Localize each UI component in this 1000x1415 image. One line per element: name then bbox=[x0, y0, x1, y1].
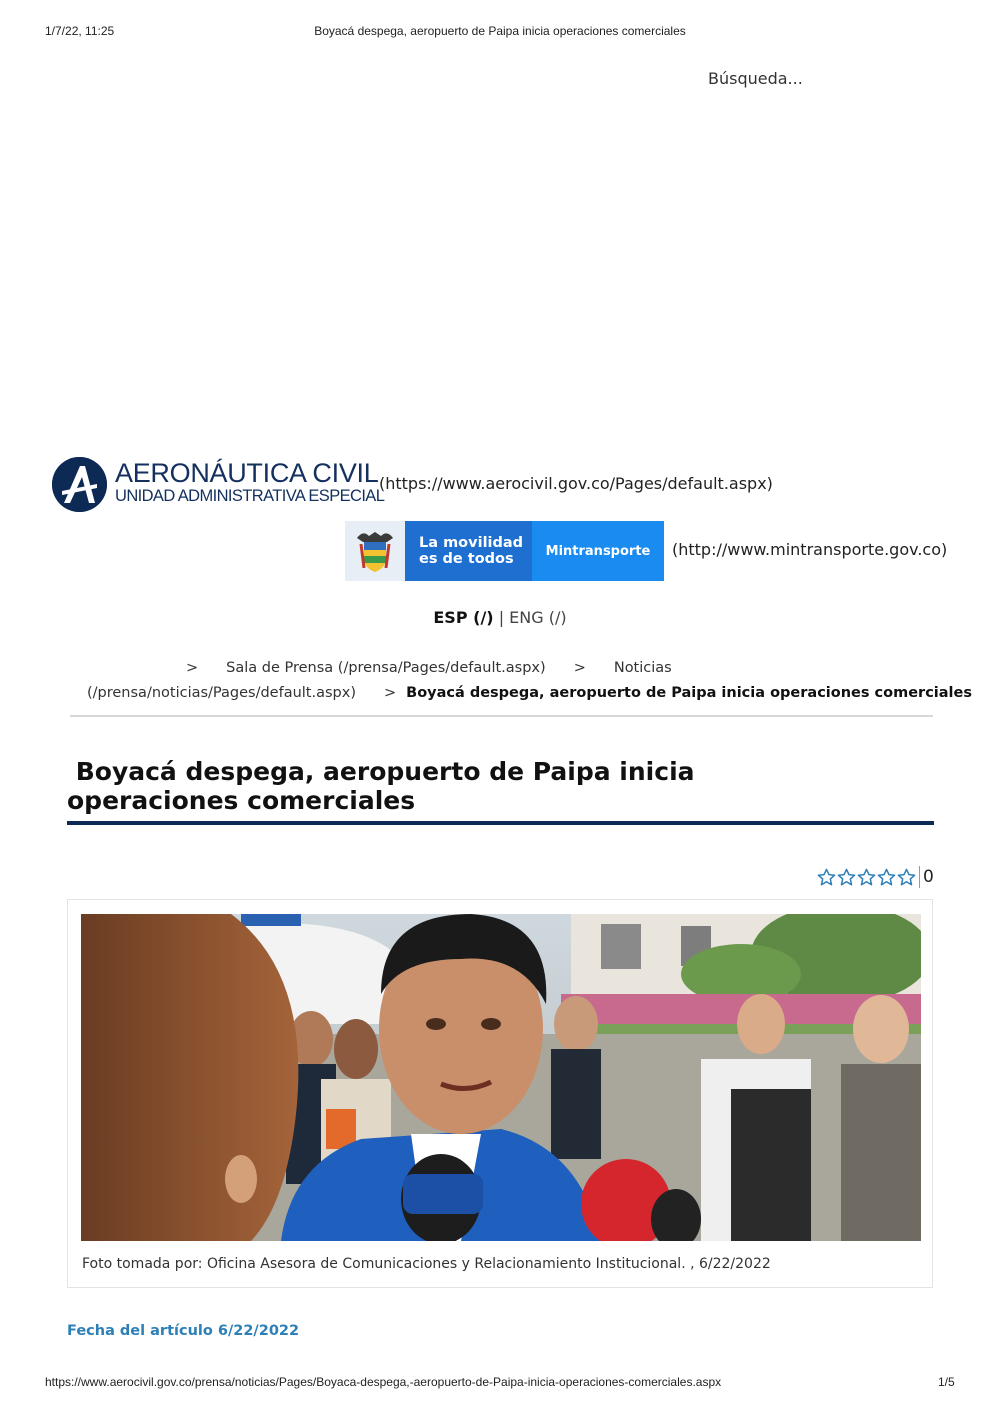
rating-star-4-icon[interactable] bbox=[877, 868, 896, 887]
breadcrumb-item-noticias[interactable]: Noticias bbox=[613, 660, 672, 676]
breadcrumb-item-sala-de-prensa[interactable]: Sala de Prensa (/prensa/Pages/default.aspx) bbox=[226, 660, 546, 676]
language-eng-link[interactable]: ENG (/) bbox=[509, 608, 567, 627]
breadcrumb-separator: > bbox=[186, 660, 199, 676]
print-page-title: Boyacá despega, aeropuerto de Paipa inicia operaciones comerciales bbox=[314, 24, 686, 38]
search-link[interactable]: Búsqueda... bbox=[708, 69, 803, 88]
mintransporte-slogan bbox=[405, 521, 532, 581]
aerocivil-logo-title[interactable]: AERONÁUTICA CIVIL bbox=[115, 458, 379, 488]
slogan-line-1: La movilidad bbox=[419, 535, 524, 551]
print-page-number: 1/5 bbox=[938, 1375, 955, 1389]
article-rating bbox=[817, 866, 934, 888]
article-title: Boyacá despega, aeropuerto de Paipa inicia operaciones comerciales bbox=[67, 757, 704, 815]
mintransporte-link[interactable]: (http://www.mintransporte.gov.co) bbox=[672, 540, 948, 559]
mintransporte-brand: Mintransporte bbox=[532, 521, 664, 581]
article-date: Fecha del artículo 6/22/2022 bbox=[67, 1323, 300, 1339]
print-footer-url: https://www.aerocivil.gov.co/prensa/noticias/Pages/Boyaca-despega,-aeropuerto-de-Paipa-inicia-operaciones-comerciales.aspx bbox=[45, 1375, 722, 1389]
language-separator: | bbox=[498, 608, 505, 627]
title-underline bbox=[67, 821, 934, 825]
rating-star-5-icon[interactable] bbox=[897, 868, 916, 887]
breadcrumb-separator: > bbox=[573, 660, 586, 676]
aerocivil-home-link[interactable]: (https://www.aerocivil.gov.co/Pages/default.aspx) bbox=[379, 474, 773, 493]
rating-count: 0 bbox=[923, 867, 934, 887]
breadcrumb-line-2 bbox=[87, 685, 972, 701]
breadcrumb-divider bbox=[70, 715, 933, 717]
rating-divider bbox=[919, 866, 920, 888]
breadcrumb-current: Boyacá despega, aeropuerto de Paipa inicia operaciones comerciales bbox=[406, 685, 972, 701]
breadcrumb-separator: > bbox=[383, 685, 397, 701]
article-photo bbox=[81, 914, 921, 1241]
rating-star-2-icon[interactable] bbox=[837, 868, 856, 887]
breadcrumb-line-1 bbox=[186, 660, 672, 676]
rating-star-1-icon[interactable] bbox=[817, 868, 836, 887]
photo-caption: Foto tomada por: Oficina Asesora de Comunicaciones y Relacionamiento Institucional. , 6/22/2022 bbox=[82, 1256, 771, 1272]
language-esp-link[interactable]: ESP (/) bbox=[433, 608, 494, 627]
rating-star-3-icon[interactable] bbox=[857, 868, 876, 887]
language-switcher bbox=[0, 608, 1000, 627]
aerocivil-logo-subtitle: UNIDAD ADMINISTRATIVA ESPECIAL bbox=[115, 487, 385, 505]
aerocivil-logo-icon[interactable] bbox=[52, 457, 107, 512]
colombia-coat-of-arms-icon bbox=[345, 521, 405, 581]
mintransporte-banner[interactable] bbox=[345, 521, 664, 581]
print-datetime: 1/7/22, 11:25 bbox=[45, 24, 115, 38]
breadcrumb-item-noticias-url[interactable]: (/prensa/noticias/Pages/default.aspx) bbox=[87, 685, 356, 701]
slogan-line-2: es de todos bbox=[419, 551, 514, 567]
